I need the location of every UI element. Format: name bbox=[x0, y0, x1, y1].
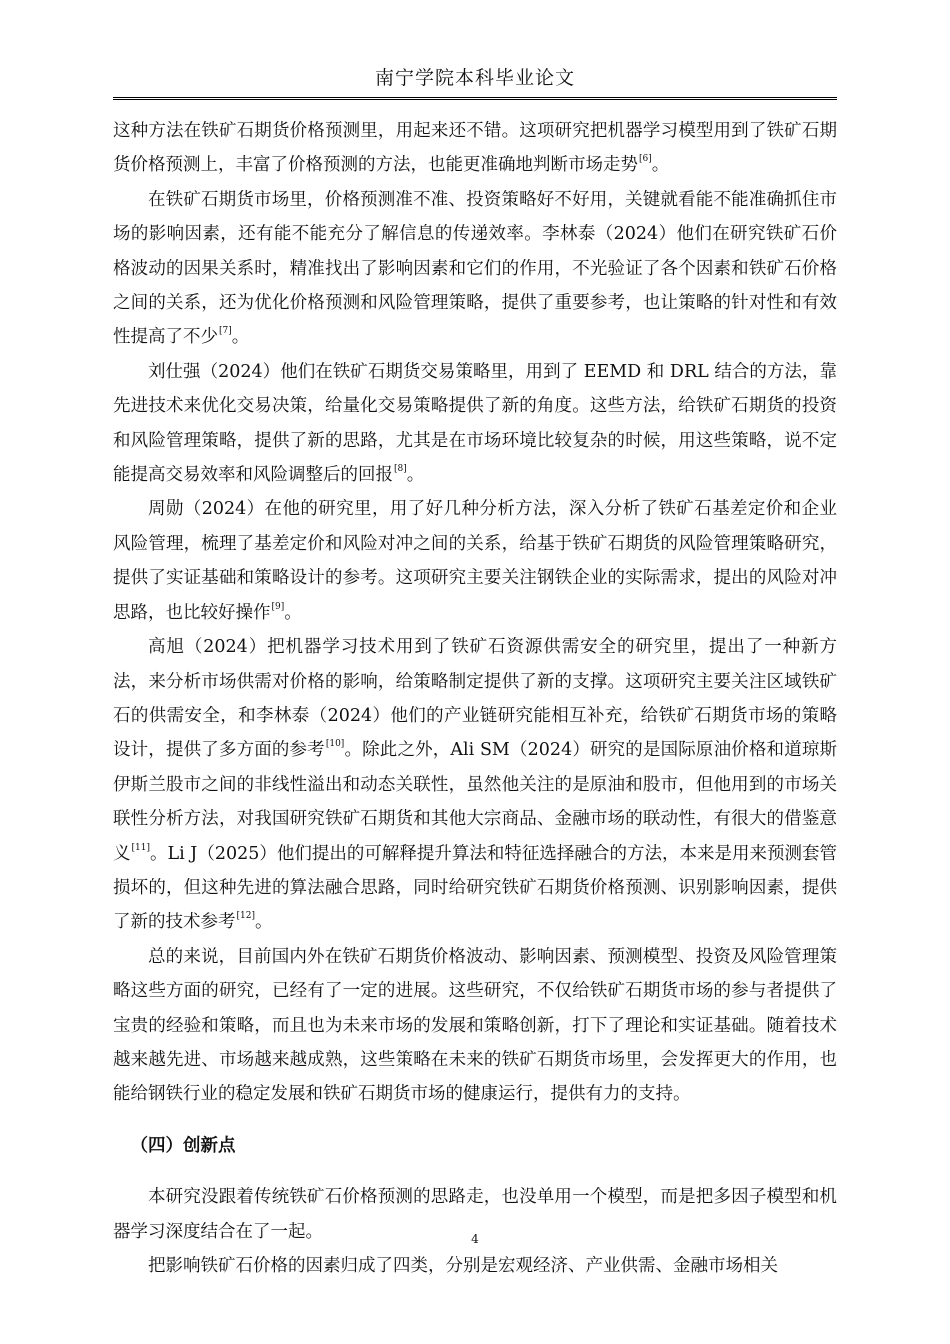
paragraph-text: 这种方法在铁矿石期货价格预测里，用起来还不错。这项研究把机器学习模型用到了铁矿石期货价格预测上，丰富了价格预测的方法，也能更准确地判断市场走势 bbox=[113, 121, 837, 176]
paragraph-text: 刘仕强（2024）他们在铁矿石期货交易策略里，用到了 EEMD 和 DRL 结合的方法，靠先进技术来优化交易决策，给量化交易策略提供了新的角度。这些方法，给铁矿石期货的投资和风险管理策略，提供了新的思路，尤其是在市场环境比较复杂的时候，用这些策略，说不定能提高交易效率和风险调整后的回报 bbox=[113, 361, 837, 486]
paragraph-text: 高旭（2024）把机器学习技术用到了铁矿石资源供需安全的研究里，提出了一种新方法，来分析市场供需对价格的影响，给策略制定提供了新的支撑。这项研究主要关注区域铁矿石的供需安全，和李林泰（2024）他们的产业链研究能相互补充，给铁矿石期货市场的策略设计，提供了多方面的参考 bbox=[113, 637, 837, 761]
citation-ref: [9] bbox=[271, 601, 285, 612]
citation-ref: [8] bbox=[394, 464, 407, 475]
paragraph-text: 在铁矿石期货市场里，价格预测准不准、投资策略好不好用，关键就看能不能准确抓住市场的影响因素，还有能不能充分了解信息的传递效率。李林泰（2024）他们在研究铁矿石价格波动的因果关系时，精准找出了影响因素和它们的作用，不光验证了各个因素和铁矿石价格之间的关系，还为优化价格预测和风险管理策略，提供了重要参考，也让策略的针对性和有效性提高了不少 bbox=[113, 189, 837, 348]
citation-ref: [10] bbox=[325, 739, 345, 750]
paragraph-text: 。Li J（2025）他们提出的可解释提升算法和特征选择融合的方法，本来是用来预测套管损坏的，但这种先进的算法融合思路，同时给研究铁矿石期货价格预测、识别影响因素，提供了新的技术参考 bbox=[113, 843, 837, 933]
citation-ref: [7] bbox=[219, 326, 232, 337]
page-number: 4 bbox=[471, 1232, 479, 1246]
paragraph bbox=[113, 492, 837, 630]
header-double-rule bbox=[113, 97, 837, 100]
paragraph: 把影响铁矿石价格的因素归成了四类，分别是宏观经济、产业供需、金融市场相关 bbox=[148, 1256, 778, 1276]
paragraph-text: 总的来说，目前国内外在铁矿石期货价格波动、影响因素、预测模型、投资及风险管理策略这些方面的研究，已经有了一定的进展。这些研究，不仅给铁矿石期货市场的参与者提供了宝贵的经验和策略，而且也为未来市场的发展和策略创新，打下了理论和实证基础。随着技术越来越先进、市场越来越成熟，这些策略在未来的铁矿石期货市场里，会发挥更大的作用，也能给钢铁行业的稳定发展和铁矿石期货市场的健康运行，提供有力的支持。 bbox=[113, 946, 837, 1105]
citation-ref: [12] bbox=[236, 911, 255, 922]
paragraph-tail: 。 bbox=[406, 465, 425, 486]
paragraph-text: 周勋（2024）在他的研究里，用了好几种分析方法，深入分析了铁矿石基差定价和企业风险管理，梳理了基差定价和风险对冲之间的关系，给基于铁矿石期货的风险管理策略研究，提供了实证基础和策略设计的参考。这项研究主要关注钢铁企业的实际需求，提出的风险对冲思路，也比较好操作 bbox=[113, 499, 837, 623]
paragraph bbox=[113, 355, 837, 493]
paragraph-tail: 。 bbox=[254, 912, 273, 933]
body-text bbox=[113, 114, 837, 1283]
citation-ref: [6] bbox=[639, 154, 652, 165]
paragraph-tail: 。 bbox=[231, 327, 250, 348]
running-header: 南宁学院本科毕业论文 bbox=[374, 67, 575, 89]
citation-ref: [11] bbox=[131, 842, 150, 853]
paragraph bbox=[113, 183, 837, 355]
paragraph-text: 。除此之外，Ali SM（2024）研究的是国际原油价格和道琼斯伊斯兰股市之间的非线性溢出和动态关联性，虽然他关注的是原油和股市，但他用到的市场关联性分析方法，对我国研究铁矿石期货和其他大宗商品、金融市场的联动性，有很大的借鉴意义 bbox=[113, 740, 837, 864]
paragraph bbox=[113, 630, 837, 940]
paragraph-continuation bbox=[113, 114, 837, 183]
paragraph-tail: 。 bbox=[651, 155, 670, 176]
paragraph bbox=[113, 940, 837, 1112]
paragraph-tail: 。 bbox=[284, 602, 302, 623]
section-heading: （四）创新点 bbox=[130, 1135, 236, 1156]
paragraph: 本研究没跟着传统铁矿石价格预测的思路走，也没单用一个模型，而是把多因子模型和机器学习深度结合在了一起。 bbox=[113, 1187, 837, 1242]
